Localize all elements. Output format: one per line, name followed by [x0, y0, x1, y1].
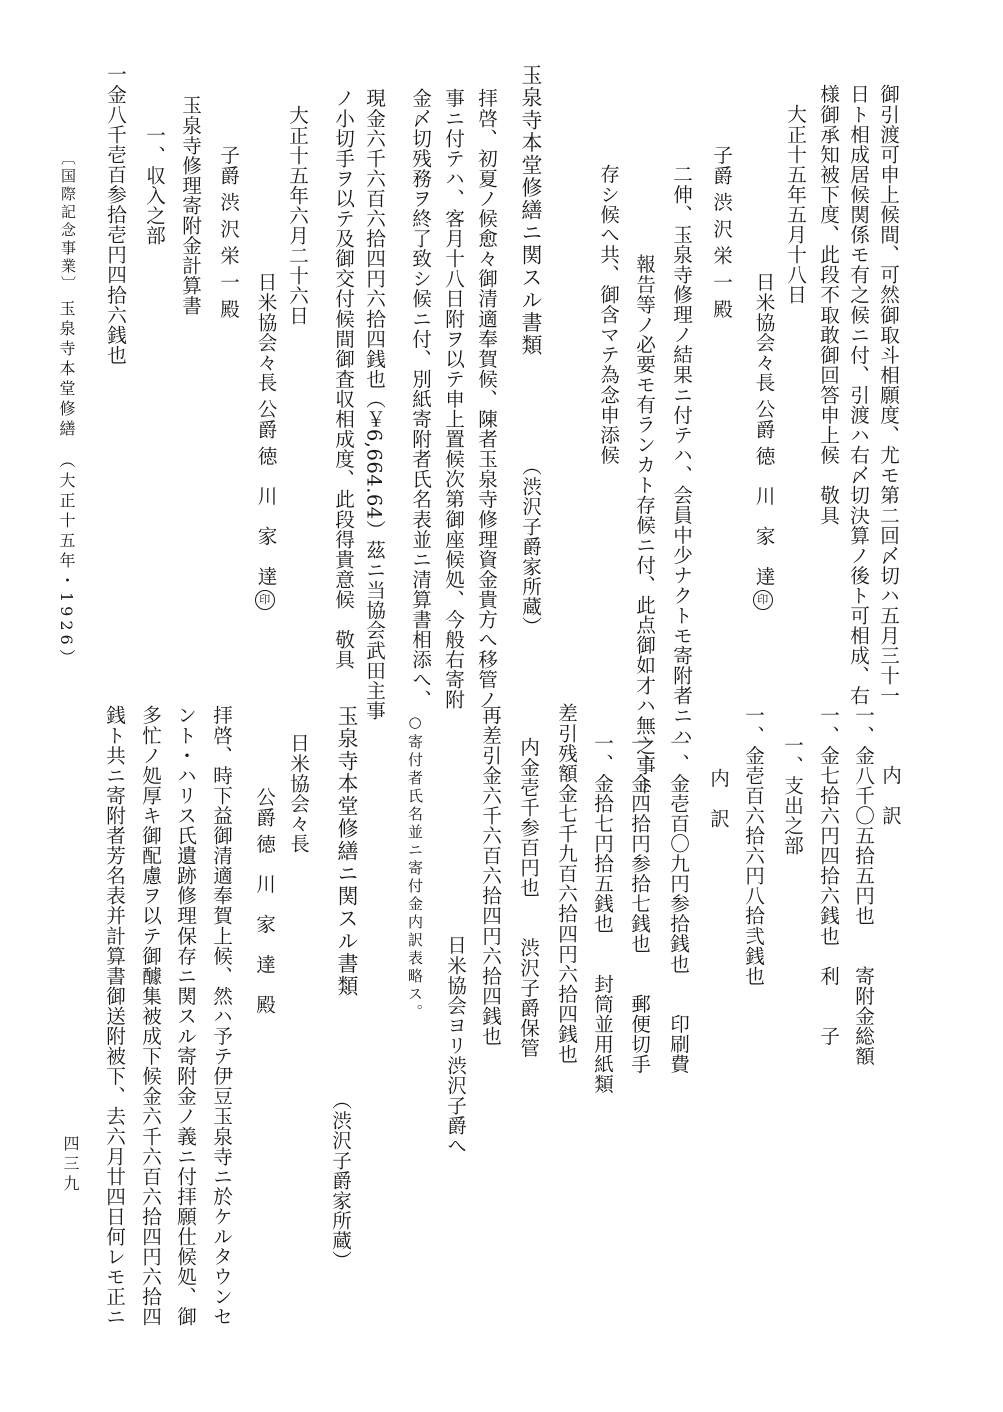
seal-icon	[255, 590, 275, 610]
document-title-2: 玉泉寺本堂修繕ニ関スル書類	[335, 705, 359, 998]
document-source: （渋沢子爵家所蔵）	[518, 456, 542, 637]
rebalance: 再差引金六千六百六拾四円六拾四銭也	[478, 705, 502, 1046]
letter1-sender	[753, 272, 773, 610]
letter2-sender-text: 日米協会々長 公爵 徳 川 家 達	[254, 272, 277, 587]
page-number: 四三九	[61, 1135, 80, 1195]
letter3-line-3: 多忙ノ処厚キ御配慮ヲ以テ御醵集被成下候金六千六百六拾四円六拾四	[138, 705, 162, 1327]
breakdown-heading: 内 訳	[878, 765, 902, 826]
letter1-postscript-line-3: 存シ候へ共、御含マテ為念申添候	[596, 164, 620, 465]
seal-icon	[753, 590, 773, 610]
letter1-line-1: 御引渡可申上候間、可然御取斗相願度、尤モ第二回〆切ハ五月三十一	[876, 84, 900, 706]
letter2-line-3: 金〆切残務ヲ終了致シ候ニ付、別紙寄附者氏名表並ニ清算書相添へ、	[408, 88, 432, 710]
letter1-postscript-line-1: 二伸、玉泉寺修理ノ結果ニ付テハ、会員中少ナクトモ寄附者ニハ	[669, 164, 693, 746]
account-title: 玉泉寺修理寄附金計算書	[178, 95, 202, 316]
income-heading: 一、収入之部	[142, 125, 166, 246]
expense-item-3: 一、金拾七円拾五銭也 封筒並用紙類	[590, 733, 614, 1094]
running-header-series: 〔国際記念事業〕	[59, 150, 77, 294]
running-header-subject: 玉泉寺本堂修繕 （大正十五年・1926）	[57, 300, 76, 669]
letter2-line-5: ノ小切手ヲ以テ及御交付候間御査収相成度、此段得貴意候 敬具	[331, 88, 355, 670]
letter1-postscript-line-2: 報告等ノ必要モ有ランカト存候ニ付、此点御如才ハ無之事ト	[632, 254, 656, 796]
seal-char: 印	[757, 593, 769, 607]
income-item-2: 一、金七拾六円四拾六銭也 利 子	[816, 705, 840, 1046]
document-title: 玉泉寺本堂修繕ニ関スル書類	[519, 64, 543, 357]
expense-breakdown-heading: 内 訳	[706, 768, 730, 829]
letter1-date: 大正十五年五月十八日	[783, 104, 807, 305]
seal-char: 印	[259, 593, 271, 607]
document-source-2: （渋沢子爵家所蔵）	[328, 1090, 352, 1271]
balance: 差引残額金七千九百六拾四円六拾四銭也	[554, 703, 578, 1064]
income-item-1: 一、金八千〇五拾五円也 寄附金総額	[851, 705, 875, 1066]
letter2-line-4: 現金六千六百六拾四円六拾四銭也（￥6,664.64）茲ニ当協会武田主事	[362, 88, 386, 721]
transfer-note: 日米協会ヨリ渋沢子爵へ	[443, 935, 467, 1156]
letter1-recipient: 子爵 渋 沢 栄 一 殿	[709, 145, 733, 319]
addressee-org: 日米協会々長	[286, 733, 310, 854]
letter2-line-1: 拝啓、初夏ノ候愈々御清適奉賀候、陳者玉泉寺修理資金貴方へ移管ノ	[474, 88, 498, 710]
expense-item-2: 一、金四拾円参拾七銭也 郵便切手	[627, 733, 651, 1074]
letter3-line-2: ント・ハリス氏遺跡修理保存ニ関スル寄附金ノ義ニ付拝願仕候処、御	[173, 705, 197, 1327]
letter3-line-1: 拝啓、時下益御清適奉賀上候、然ハ予テ伊豆玉泉寺ニ於ケルタウンセ	[209, 705, 233, 1327]
addressee-name: 公爵 徳 川 家 達 殿	[252, 787, 276, 1015]
letter1-sender-text: 日米協会々長 公爵 徳 川 家 達	[752, 272, 775, 587]
letter1-line-2: 日ト相成居候関係モ有之候ニ付、引渡ハ右〆切決算ノ後ト可相成、右	[846, 84, 870, 706]
letter2-recipient: 子爵 渋 沢 栄 一 殿	[216, 145, 240, 319]
omission-note: ○寄付者氏名並ニ寄付金内訳表略ス。	[406, 713, 424, 1022]
expense-item-1: 一、金壱百〇九円参拾銭也 印刷費	[666, 733, 690, 1074]
income-amount: 一金八千壱百参拾壱円四拾六銭也	[103, 64, 127, 365]
letter3-line-4: 銭ト共ニ寄附者芳名表并計算書御送附被下、去六月廿四日何レモ正ニ	[102, 705, 126, 1327]
letter2-sender	[255, 272, 275, 610]
expense-amount: 一、金壱百六拾六円八拾弐銭也	[741, 705, 765, 986]
expense-heading: 一、支出之部	[780, 735, 804, 856]
amount-held: 内金壱千参百円也 渋沢子爵保管	[516, 737, 540, 1058]
letter1-line-3: 様御承知被下度、此段不取敢御回答申上候 敬具	[816, 84, 840, 526]
letter2-line-2: 事ニ付テハ、客月十八日附ヲ以テ申上置候次第御座候処、今般右寄附	[441, 88, 465, 710]
letter2-date: 大正十五年六月二十六日	[285, 105, 309, 326]
